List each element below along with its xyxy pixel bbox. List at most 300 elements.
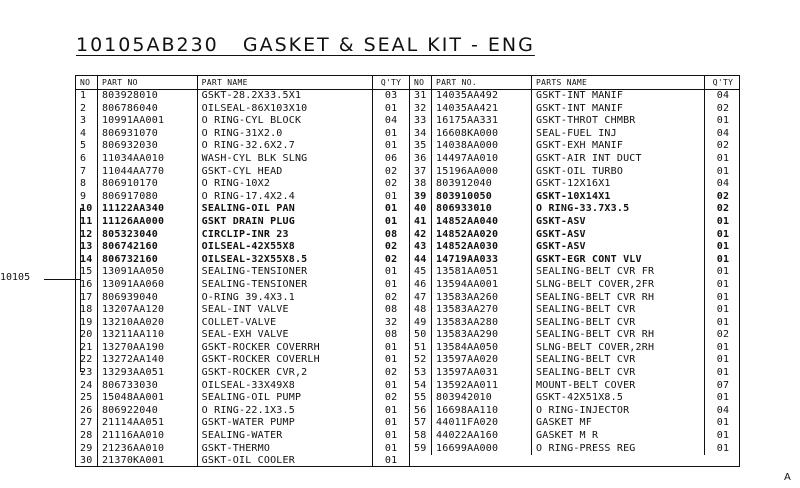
row-number: 45 xyxy=(410,266,432,279)
row-number: 28 xyxy=(76,430,98,443)
quantity: 01 xyxy=(384,266,398,278)
table-row xyxy=(410,266,740,279)
part-name: GSKT-10X14X1 xyxy=(532,191,705,204)
row-number: 20 xyxy=(76,329,98,342)
part-name: OILSEAL-32X55X8.5 xyxy=(198,254,373,267)
part-number: 806932030 xyxy=(98,140,198,153)
row-number: 15 xyxy=(76,266,98,279)
table-row xyxy=(76,405,409,418)
part-number: 806733030 xyxy=(98,380,198,393)
part-number: 13293AA051 xyxy=(98,367,198,380)
callout-leader-line xyxy=(44,279,80,280)
part-number: 11034AA010 xyxy=(98,153,198,166)
part-number: 21236AA010 xyxy=(98,443,198,456)
row-number: 6 xyxy=(76,153,98,166)
quantity: 01 xyxy=(716,266,730,278)
row-number: 50 xyxy=(410,329,432,342)
part-name: GSKT-THERMO xyxy=(198,443,373,456)
header-qty: Q'TY xyxy=(380,78,402,87)
quantity: 01 xyxy=(716,228,730,240)
table-row xyxy=(76,203,409,216)
part-name: OILSEAL-42X55X8 xyxy=(198,241,373,254)
table-row xyxy=(76,153,409,166)
part-name: GSKT-OIL TURBO xyxy=(532,166,705,179)
part-number: 806931070 xyxy=(98,128,198,141)
part-number: 806786040 xyxy=(98,103,198,116)
quantity: 01 xyxy=(384,278,398,290)
part-number: 13583AA290 xyxy=(432,329,532,342)
row-number: 25 xyxy=(76,392,98,405)
part-name: WASH-CYL BLK SLNG xyxy=(198,153,373,166)
row-number: 38 xyxy=(410,178,432,191)
part-name: GSKT-ROCKER COVERLH xyxy=(198,354,373,367)
quantity: 02 xyxy=(384,253,398,265)
part-number: 803910050 xyxy=(432,191,532,204)
part-name: GSKT-WATER PUMP xyxy=(198,417,373,430)
part-name: SEAL-EXH VALVE xyxy=(198,329,373,342)
table-row xyxy=(410,103,740,116)
quantity: 06 xyxy=(384,152,398,164)
row-number: 34 xyxy=(410,128,432,141)
table-row xyxy=(76,103,409,116)
quantity: 02 xyxy=(384,291,398,303)
table-row xyxy=(410,367,740,380)
quantity: 02 xyxy=(716,190,730,202)
table-row xyxy=(410,254,740,267)
part-name: CIRCLIP-INR 23 xyxy=(198,229,373,242)
table-row xyxy=(76,241,409,254)
table-row xyxy=(410,178,740,191)
row-number: 59 xyxy=(410,443,432,456)
row-number: 5 xyxy=(76,140,98,153)
part-name: O RING-10X2 xyxy=(198,178,373,191)
row-number: 10 xyxy=(76,203,98,216)
row-number: 16 xyxy=(76,279,98,292)
rows-right xyxy=(410,90,740,455)
row-number: 49 xyxy=(410,317,432,330)
row-number: 37 xyxy=(410,166,432,179)
part-name: GSKT DRAIN PLUG xyxy=(198,216,373,229)
part-name: GSKT-EGR CONT VLV xyxy=(532,254,705,267)
row-number: 9 xyxy=(76,191,98,204)
part-name: OILSEAL-33X49X8 xyxy=(198,380,373,393)
table-row xyxy=(76,128,409,141)
table-row xyxy=(76,90,409,103)
part-name: O RING-31X2.0 xyxy=(198,128,373,141)
quantity: 07 xyxy=(716,379,730,391)
part-number: 13091AA060 xyxy=(98,279,198,292)
part-number: 806917080 xyxy=(98,191,198,204)
part-name: SEALING-BELT CVR FR xyxy=(532,266,705,279)
row-number: 55 xyxy=(410,392,432,405)
quantity: 01 xyxy=(716,341,730,353)
part-name: GSKT-AIR INT DUCT xyxy=(532,153,705,166)
row-number: 57 xyxy=(410,417,432,430)
part-name: O RING-22.1X3.5 xyxy=(198,405,373,418)
row-number: 23 xyxy=(76,367,98,380)
part-name: GSKT-EXH MANIF xyxy=(532,140,705,153)
part-name: SEALING-OIL PUMP xyxy=(198,392,373,405)
part-number: 806922040 xyxy=(98,405,198,418)
row-number: 17 xyxy=(76,292,98,305)
part-number: 13594AA001 xyxy=(432,279,532,292)
quantity: 04 xyxy=(716,178,730,190)
table-row xyxy=(76,178,409,191)
row-number: 48 xyxy=(410,304,432,317)
part-number: 13091AA050 xyxy=(98,266,198,279)
part-number: 11044AA770 xyxy=(98,166,198,179)
part-name: OILSEAL-86X103X10 xyxy=(198,103,373,116)
parts-table-right xyxy=(410,76,740,466)
part-name: GASKET M R xyxy=(532,430,705,443)
quantity: 01 xyxy=(716,241,730,253)
row-number: 33 xyxy=(410,115,432,128)
part-number: 11126AA000 xyxy=(98,216,198,229)
part-name: GSKT-28.2X33.5X1 xyxy=(198,90,373,103)
callout-label: 10105 xyxy=(0,272,31,283)
parts-table xyxy=(75,75,740,467)
quantity: 08 xyxy=(384,228,398,240)
part-number: 13583AA260 xyxy=(432,292,532,305)
header-part-name: PART NAME xyxy=(198,76,373,89)
table-row xyxy=(76,304,409,317)
part-number: 14497AA010 xyxy=(432,153,532,166)
quantity: 01 xyxy=(384,430,398,442)
row-number: 58 xyxy=(410,430,432,443)
quantity: 01 xyxy=(384,455,398,467)
part-name: GSKT-THROT CHMBR xyxy=(532,115,705,128)
part-number: 805323040 xyxy=(98,229,198,242)
header-no: NO xyxy=(76,76,98,89)
table-row xyxy=(410,417,740,430)
part-name: SEALING-TENSIONER xyxy=(198,266,373,279)
row-number: 4 xyxy=(76,128,98,141)
part-name: O-RING 39.4X3.1 xyxy=(198,292,373,305)
table-row xyxy=(76,342,409,355)
part-number: 21114AA051 xyxy=(98,417,198,430)
rows-left xyxy=(76,90,409,467)
row-number: 44 xyxy=(410,254,432,267)
table-row xyxy=(410,342,740,355)
table-row xyxy=(76,279,409,292)
row-number: 19 xyxy=(76,317,98,330)
part-name: GASKET MF xyxy=(532,417,705,430)
quantity: 01 xyxy=(384,354,398,366)
part-name: SEALING-BELT CVR xyxy=(532,367,705,380)
quantity: 01 xyxy=(384,442,398,454)
quantity: 01 xyxy=(384,102,398,114)
quantity: 01 xyxy=(384,190,398,202)
table-row xyxy=(76,229,409,242)
part-number: 44022AA160 xyxy=(432,430,532,443)
part-number: 16608KA000 xyxy=(432,128,532,141)
part-name: GSKT-ASV xyxy=(532,229,705,242)
part-number: 14852AA030 xyxy=(432,241,532,254)
row-number: 56 xyxy=(410,405,432,418)
quantity: 01 xyxy=(384,341,398,353)
row-number: 29 xyxy=(76,443,98,456)
quantity: 01 xyxy=(384,140,398,152)
parts-table-left xyxy=(76,76,410,466)
quantity: 08 xyxy=(384,329,398,341)
part-number: 21116AA010 xyxy=(98,430,198,443)
quantity: 04 xyxy=(716,404,730,416)
table-row xyxy=(410,443,740,456)
part-number: 15048AA001 xyxy=(98,392,198,405)
table-row xyxy=(76,455,409,467)
row-number: 3 xyxy=(76,115,98,128)
quantity: 01 xyxy=(716,253,730,265)
header-no: NO xyxy=(410,76,432,89)
row-number: 42 xyxy=(410,229,432,242)
row-number: 46 xyxy=(410,279,432,292)
part-number: 803928010 xyxy=(98,90,198,103)
row-number: 24 xyxy=(76,380,98,393)
table-row xyxy=(76,380,409,393)
part-number: 13597AA031 xyxy=(432,367,532,380)
part-name: O RING-32.6X2.7 xyxy=(198,140,373,153)
part-number: 44011FA020 xyxy=(432,417,532,430)
header-part-name: PARTS NAME xyxy=(532,76,705,89)
table-row xyxy=(410,153,740,166)
quantity: 32 xyxy=(384,316,398,328)
table-row xyxy=(76,443,409,456)
part-number: 13207AA120 xyxy=(98,304,198,317)
part-number: 13583AA270 xyxy=(432,304,532,317)
quantity: 02 xyxy=(384,165,398,177)
row-number: 8 xyxy=(76,178,98,191)
row-number: 54 xyxy=(410,380,432,393)
table-row xyxy=(410,279,740,292)
part-name: SEALING-TENSIONER xyxy=(198,279,373,292)
table-header-left xyxy=(76,76,409,90)
part-number: 11122AA340 xyxy=(98,203,198,216)
row-number: 18 xyxy=(76,304,98,317)
table-row xyxy=(410,380,740,393)
quantity: 01 xyxy=(716,165,730,177)
part-number: 13210AA020 xyxy=(98,317,198,330)
quantity: 01 xyxy=(716,115,730,127)
row-number: 39 xyxy=(410,191,432,204)
table-row xyxy=(76,115,409,128)
quantity: 04 xyxy=(384,115,398,127)
footnote-mark: A xyxy=(784,472,791,483)
quantity: 03 xyxy=(384,90,398,101)
part-number: 14038AA000 xyxy=(432,140,532,153)
row-number: 7 xyxy=(76,166,98,179)
quantity: 04 xyxy=(716,90,730,101)
row-number: 27 xyxy=(76,417,98,430)
part-name: MOUNT-BELT COVER xyxy=(532,380,705,393)
part-number: 803912040 xyxy=(432,178,532,191)
quantity: 01 xyxy=(716,367,730,379)
header-part-no: PART NO xyxy=(98,76,198,89)
table-row xyxy=(76,254,409,267)
table-row xyxy=(410,317,740,330)
part-name: SEALING-BELT CVR xyxy=(532,304,705,317)
part-name: SEAL-FUEL INJ xyxy=(532,128,705,141)
quantity: 08 xyxy=(384,304,398,316)
part-name: GSKT-ASV xyxy=(532,216,705,229)
quantity: 01 xyxy=(716,442,730,454)
part-number: 803942010 xyxy=(432,392,532,405)
table-row xyxy=(76,417,409,430)
quantity: 01 xyxy=(716,354,730,366)
row-number: 52 xyxy=(410,354,432,367)
row-number: 36 xyxy=(410,153,432,166)
part-number: 14852AA040 xyxy=(432,216,532,229)
part-number: 13581AA051 xyxy=(432,266,532,279)
row-number: 41 xyxy=(410,216,432,229)
table-row xyxy=(410,166,740,179)
part-name: SEALING-BELT CVR xyxy=(532,354,705,367)
table-row xyxy=(76,216,409,229)
row-number: 47 xyxy=(410,292,432,305)
quantity: 01 xyxy=(384,215,398,227)
table-row xyxy=(410,191,740,204)
part-name: GSKT-ROCKER CVR,2 xyxy=(198,367,373,380)
part-number: 806933010 xyxy=(432,203,532,216)
part-name: GSKT-CYL HEAD xyxy=(198,166,373,179)
part-name: GSKT-12X16X1 xyxy=(532,178,705,191)
table-row xyxy=(410,241,740,254)
row-number: 40 xyxy=(410,203,432,216)
quantity: 01 xyxy=(716,291,730,303)
quantity: 01 xyxy=(384,203,398,215)
part-name: O RING-17.4X2.4 xyxy=(198,191,373,204)
table-row xyxy=(76,166,409,179)
row-number: 53 xyxy=(410,367,432,380)
quantity: 01 xyxy=(716,304,730,316)
table-row xyxy=(76,367,409,380)
quantity: 02 xyxy=(716,102,730,114)
row-number: 21 xyxy=(76,342,98,355)
part-number: 806939040 xyxy=(98,292,198,305)
part-number: 16699AA000 xyxy=(432,443,532,456)
quantity: 02 xyxy=(716,203,730,215)
part-number: 13597AA020 xyxy=(432,354,532,367)
row-number: 26 xyxy=(76,405,98,418)
part-number: 13592AA011 xyxy=(432,380,532,393)
table-row xyxy=(410,216,740,229)
part-number: 13584AA050 xyxy=(432,342,532,355)
table-row xyxy=(410,90,740,103)
quantity: 04 xyxy=(716,127,730,139)
part-number: 14035AA421 xyxy=(432,103,532,116)
part-name: SLNG-BELT COVER,2FR xyxy=(532,279,705,292)
quantity: 01 xyxy=(384,379,398,391)
table-row xyxy=(76,317,409,330)
quantity: 01 xyxy=(384,127,398,139)
table-row xyxy=(76,191,409,204)
part-name: O RING-PRESS REG xyxy=(532,443,705,456)
table-row xyxy=(410,430,740,443)
table-row xyxy=(76,430,409,443)
quantity: 01 xyxy=(384,404,398,416)
row-number: 13 xyxy=(76,241,98,254)
table-row xyxy=(410,392,740,405)
table-row xyxy=(410,292,740,305)
quantity: 02 xyxy=(384,241,398,253)
callout-bracket xyxy=(80,208,84,372)
quantity: 02 xyxy=(384,178,398,190)
table-row xyxy=(410,304,740,317)
part-name: SEALING-OIL PAN xyxy=(198,203,373,216)
quantity: 02 xyxy=(716,329,730,341)
part-name: GSKT-ROCKER COVERRH xyxy=(198,342,373,355)
part-name: SEALING-BELT CVR xyxy=(532,317,705,330)
quantity: 02 xyxy=(716,140,730,152)
table-row xyxy=(410,128,740,141)
row-number: 2 xyxy=(76,103,98,116)
part-name: GSKT-INT MANIF xyxy=(532,90,705,103)
part-name: O RING-CYL BLOCK xyxy=(198,115,373,128)
part-number: 16175AA331 xyxy=(432,115,532,128)
part-name: COLLET-VALVE xyxy=(198,317,373,330)
part-number: 13583AA280 xyxy=(432,317,532,330)
table-row xyxy=(76,292,409,305)
part-name: GSKT-ASV xyxy=(532,241,705,254)
part-number: 21370KA001 xyxy=(98,455,198,467)
row-number: 1 xyxy=(76,90,98,103)
table-row xyxy=(76,140,409,153)
part-name: GSKT-42X51X8.5 xyxy=(532,392,705,405)
row-number: 30 xyxy=(76,455,98,467)
quantity: 02 xyxy=(384,392,398,404)
part-number: 14035AA492 xyxy=(432,90,532,103)
part-number: 14719AA033 xyxy=(432,254,532,267)
quantity: 01 xyxy=(716,152,730,164)
header-qty: Q'TY xyxy=(712,78,734,87)
header-part-no: PART NO. xyxy=(432,76,532,89)
row-number: 11 xyxy=(76,216,98,229)
part-name: SLNG-BELT COVER,2RH xyxy=(532,342,705,355)
part-name: GSKT-INT MANIF xyxy=(532,103,705,116)
part-name: GSKT-OIL COOLER xyxy=(198,455,373,467)
part-name: SEALING-BELT CVR RH xyxy=(532,292,705,305)
row-number: 43 xyxy=(410,241,432,254)
row-number: 22 xyxy=(76,354,98,367)
quantity: 01 xyxy=(716,392,730,404)
table-row xyxy=(410,140,740,153)
part-number: 806742160 xyxy=(98,241,198,254)
table-row xyxy=(410,229,740,242)
table-row xyxy=(76,392,409,405)
table-row xyxy=(410,203,740,216)
part-name: O RING-INJECTOR xyxy=(532,405,705,418)
part-name: SEALING-BELT CVR RH xyxy=(532,329,705,342)
quantity: 01 xyxy=(716,215,730,227)
table-header-right xyxy=(410,76,740,90)
part-name: SEALING-WATER xyxy=(198,430,373,443)
table-row xyxy=(410,354,740,367)
part-number: 806910170 xyxy=(98,178,198,191)
quantity: 01 xyxy=(384,417,398,429)
part-name: O RING-33.7X3.5 xyxy=(532,203,705,216)
quantity: 01 xyxy=(716,417,730,429)
part-number: 15196AA000 xyxy=(432,166,532,179)
table-row xyxy=(76,266,409,279)
table-row xyxy=(76,354,409,367)
part-number: 10991AA001 xyxy=(98,115,198,128)
row-number: 32 xyxy=(410,103,432,116)
row-number: 51 xyxy=(410,342,432,355)
table-row xyxy=(410,329,740,342)
part-number: 13211AA110 xyxy=(98,329,198,342)
part-number: 13272AA140 xyxy=(98,354,198,367)
part-number: 806732160 xyxy=(98,254,198,267)
row-number: 31 xyxy=(410,90,432,103)
